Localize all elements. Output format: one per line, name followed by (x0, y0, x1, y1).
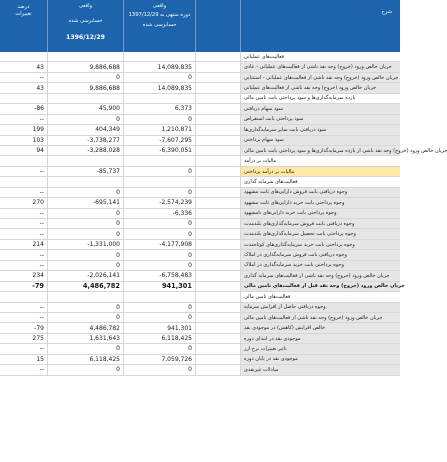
cell-prior: 0 (48, 209, 124, 218)
cell-description: وجوه دریافتی بابت فروش دارایی‌های ثابت مشهود (241, 188, 400, 197)
table-row[interactable] (0, 146, 447, 156)
cell-spacer (196, 250, 241, 259)
cell-prior: 9,886,688 (48, 62, 124, 71)
cell-current: -6,390,051 (124, 146, 196, 155)
header-prior-column[interactable] (48, 0, 124, 52)
cell-change: -- (0, 115, 48, 124)
cell-change: -- (0, 209, 48, 218)
table-row[interactable] (0, 83, 400, 93)
header-current-label-2: دوره منتهی به 1397/12/29 (128, 12, 191, 18)
table-row[interactable] (0, 115, 400, 125)
header-change-label-1: درصد (17, 4, 30, 10)
table-row[interactable] (0, 261, 400, 271)
cell-description: خالص افزایش (کاهش) در موجودی نقد (241, 323, 400, 332)
table-row[interactable] (0, 323, 400, 333)
cell-spacer (196, 282, 241, 291)
header-spacer-column (196, 0, 241, 52)
cell-prior: 6,118,425 (48, 355, 124, 364)
cell-description: سود سهام پرداختی (241, 136, 400, 145)
table-row[interactable] (0, 303, 400, 313)
cell-change: -- (0, 303, 48, 312)
table-header (0, 0, 400, 52)
table-row[interactable] (0, 156, 400, 166)
cell-prior (48, 52, 124, 61)
cell-prior: 0 (48, 344, 124, 353)
table-row[interactable] (0, 62, 400, 72)
cell-description: جریان خالص ورود (خروج) وجه نقد ناشی از بازده سرمایه‌گذاری‌ها و سود پرداختی بابت تامین مالی (241, 146, 400, 155)
cell-prior (48, 177, 124, 186)
cell-description: وجوه پرداختی بابت خرید سرمایه‌گذاری در املاک (241, 261, 400, 270)
cell-current (124, 156, 196, 165)
cell-prior: 0 (48, 229, 124, 238)
cell-current: 941,301 (124, 323, 196, 332)
cell-current: -2,574,239 (124, 198, 196, 207)
cell-current: 941,301 (124, 282, 196, 291)
cell-current: 0 (124, 188, 196, 197)
cell-current: 0 (124, 73, 196, 82)
cell-spacer (196, 334, 241, 343)
cell-current: 0 (124, 261, 196, 270)
table-row[interactable] (0, 198, 400, 208)
cell-description: فعالیت‌های عملیاتی (241, 52, 400, 61)
cell-prior: 0 (48, 303, 124, 312)
cell-change: 94 (0, 146, 48, 155)
cell-prior: -1,331,000 (48, 240, 124, 249)
cell-change: -- (0, 365, 48, 374)
header-prior-label-1: واقعی (78, 3, 93, 9)
cell-current: 0 (124, 167, 196, 176)
table-row[interactable] (0, 240, 400, 250)
cell-spacer (196, 292, 241, 301)
header-current-label-3: حسابرسی شده (142, 22, 177, 28)
cell-change: -- (0, 250, 48, 259)
cell-current: 0 (124, 365, 196, 374)
cell-change: -- (0, 219, 48, 228)
table-row[interactable] (0, 282, 405, 292)
cell-prior: -3,738,277 (48, 136, 124, 145)
cell-change: -- (0, 313, 48, 322)
cell-spacer (196, 313, 241, 322)
cell-spacer (196, 261, 241, 270)
cell-description: جریان خالص ورود (خروج) وجه نقد ناشی از فعالیت‌های عملیاتی - عادی (241, 62, 400, 71)
cell-prior: 404,349 (48, 125, 124, 134)
cell-spacer (196, 240, 241, 249)
cell-change: 103 (0, 136, 48, 145)
cell-current: -6,336 (124, 209, 196, 218)
cell-current (124, 52, 196, 61)
cell-description: جریان خالص ورود (خروج) وجه نقد ناشی از فعالیت‌های تامین مالی (241, 313, 400, 322)
cell-prior: -3,288,028 (48, 146, 124, 155)
cell-description: وجوه پرداختی بابت خرید دارایی‌های ثابت مشهود (241, 198, 400, 207)
table-row[interactable] (0, 177, 400, 187)
table-row[interactable] (0, 73, 400, 83)
cell-spacer (196, 219, 241, 228)
cell-prior: 0 (48, 188, 124, 197)
cell-spacer (196, 62, 241, 71)
cell-change: -- (0, 73, 48, 82)
table-row[interactable] (0, 250, 400, 260)
header-prior-date: 1396/12/29 (66, 34, 105, 41)
cell-spacer (196, 188, 241, 197)
cell-description: سود پرداختی بابت استقراض (241, 115, 400, 124)
cell-change: -86 (0, 104, 48, 113)
cell-change (0, 177, 48, 186)
cell-change: 15 (0, 355, 48, 364)
cell-current: 0 (124, 313, 196, 322)
table-row[interactable] (0, 229, 400, 239)
cell-description: جریان خالص ورود (خروج) وجه نقد ناشی از فعالیت‌های سرمایه گذاری (241, 271, 400, 280)
cell-prior (48, 292, 124, 301)
table-row[interactable] (0, 209, 400, 219)
cell-change: 199 (0, 125, 48, 134)
header-current-column[interactable] (124, 0, 196, 52)
cell-change: 270 (0, 198, 48, 207)
cell-prior: 0 (48, 219, 124, 228)
table-row[interactable] (0, 344, 400, 354)
cell-description: فعالیت‌های تامین مالی (241, 292, 400, 301)
cell-change: 214 (0, 240, 48, 249)
cell-current: 0 (124, 115, 196, 124)
cell-change (0, 52, 48, 61)
cell-current: -7,607,295 (124, 136, 196, 145)
cell-description: مالیات بر درآمد (241, 156, 400, 165)
table-row[interactable] (0, 334, 400, 344)
cell-description: جریان خالص ورود (خروج) وجه نقد قبل از فعالیت‌های تامین مالی (241, 282, 400, 291)
cell-description: وجوه دریافتی بابت فروش سرمایه‌گذاری‌های بلندمدت (241, 219, 400, 228)
header-description-label: شرح (381, 9, 392, 15)
header-description-column[interactable] (241, 0, 400, 52)
header-change-column[interactable] (0, 0, 48, 52)
cell-current: 0 (124, 219, 196, 228)
cell-spacer (196, 104, 241, 113)
cell-spacer (196, 323, 241, 332)
cell-spacer (196, 146, 241, 155)
table-row[interactable] (0, 94, 400, 104)
table-row[interactable] (0, 313, 400, 323)
table-row[interactable] (0, 167, 400, 177)
cell-spacer (196, 115, 241, 124)
cell-description: جریان خالص ورود (خروج) وجه نقد ناشی از فعالیت‌های عملیاتی - استثنایی (241, 73, 400, 82)
table-row[interactable] (0, 125, 400, 135)
cell-description: وجوه پرداختی بابت تحصیل سرمایه‌گذاری‌های بلندمدت (241, 229, 400, 238)
table-row[interactable] (0, 219, 400, 229)
cell-change (0, 94, 48, 103)
cell-current (124, 94, 196, 103)
cell-prior: -695,141 (48, 198, 124, 207)
cell-current: -4,177,908 (124, 240, 196, 249)
cell-description: سود سهام دریافتی (241, 104, 400, 113)
table-row[interactable] (0, 188, 400, 198)
cell-current: 7,059,726 (124, 355, 196, 364)
cell-spacer (196, 73, 241, 82)
cell-current: 0 (124, 344, 196, 353)
cell-change: -79 (0, 282, 48, 291)
header-prior-label-2: حسابرسی شده (68, 18, 103, 24)
cell-spacer (196, 271, 241, 280)
table-row[interactable] (0, 292, 400, 302)
cell-prior: 0 (48, 261, 124, 270)
cell-prior (48, 94, 124, 103)
table-row[interactable] (0, 104, 400, 114)
cell-prior: 1,631,643 (48, 334, 124, 343)
cell-spacer (196, 229, 241, 238)
cell-description: جریان خالص ورود (خروج) وجه نقد ناشی از فعالیت‌های عملیاتی (241, 83, 400, 92)
cell-current: 0 (124, 250, 196, 259)
cell-change: 275 (0, 334, 48, 343)
cell-description: تاثیر تغییرات نرخ ارز (241, 344, 400, 353)
cell-spacer (196, 303, 241, 312)
cell-prior: 0 (48, 73, 124, 82)
cell-description: وجوه دریافتی بابت فروش سرمایه‌گذاری در املاک (241, 250, 400, 259)
cell-spacer (196, 156, 241, 165)
cell-prior: -2,026,141 (48, 271, 124, 280)
cell-prior: 0 (48, 250, 124, 259)
cell-description: بازده سرمایه‌گذاری‌ها و سود پرداختی بابت تامین مالی (241, 94, 400, 103)
cell-current (124, 177, 196, 186)
cell-change: 43 (0, 62, 48, 71)
cell-spacer (196, 177, 241, 186)
cell-change (0, 156, 48, 165)
cell-prior: 9,886,688 (48, 83, 124, 92)
cell-prior: 4,486,782 (48, 323, 124, 332)
cell-description: موجودی نقد در ابتدای دوره (241, 334, 400, 343)
cell-spacer (196, 94, 241, 103)
cell-spacer (196, 167, 241, 176)
cell-description: وجوه دریافتی حاصل از افزایش سرمایه (241, 303, 400, 312)
table-row[interactable] (0, 355, 400, 365)
cell-description: فعالیت‌های سرمایه گذاری (241, 177, 400, 186)
table-row[interactable] (0, 271, 400, 281)
cell-change (0, 292, 48, 301)
cell-change: -- (0, 188, 48, 197)
cell-current: 14,089,835 (124, 62, 196, 71)
cell-spacer (196, 83, 241, 92)
cell-current: 14,089,835 (124, 83, 196, 92)
header-current-label-1: واقعی (152, 3, 167, 9)
table-row[interactable] (0, 365, 400, 375)
cell-description: سود دریافتی بابت سایر سرمایه‌گذاری‌ها (241, 125, 400, 134)
cell-prior: -85,737 (48, 167, 124, 176)
header-change-label-2: تغییرات (15, 11, 32, 17)
cell-prior: 0 (48, 115, 124, 124)
cell-description: وجوه پرداختی بابت خرید سرمایه‌گذاری‌های کوتاه‌مدت (241, 240, 400, 249)
cell-spacer (196, 52, 241, 61)
cell-description: مالیات بر درآمد پرداختی (241, 167, 400, 176)
cell-current (124, 292, 196, 301)
cell-spacer (196, 198, 241, 207)
cell-current: 0 (124, 303, 196, 312)
cell-change: -- (0, 229, 48, 238)
cell-spacer (196, 125, 241, 134)
cell-prior: 0 (48, 365, 124, 374)
table-row[interactable] (0, 136, 400, 146)
cell-current: 0 (124, 229, 196, 238)
table-row[interactable] (0, 52, 400, 62)
table-body (0, 52, 447, 376)
cell-spacer (196, 136, 241, 145)
cell-prior: 0 (48, 313, 124, 322)
cell-current: 6,118,425 (124, 334, 196, 343)
cell-spacer (196, 355, 241, 364)
cell-prior: 4,486,782 (48, 282, 124, 291)
cell-current: 6,373 (124, 104, 196, 113)
cell-spacer (196, 365, 241, 374)
cell-spacer (196, 344, 241, 353)
cell-current: -6,758,483 (124, 271, 196, 280)
cell-prior: 45,900 (48, 104, 124, 113)
cell-description: مبادلات غیرنقدی (241, 365, 400, 374)
cell-change: -79 (0, 323, 48, 332)
cell-change: -- (0, 261, 48, 270)
cell-description: موجودی نقد در پایان دوره (241, 355, 400, 364)
cell-change: 43 (0, 83, 48, 92)
cell-description: وجوه پرداختی بابت خرید دارایی‌های نامشهود (241, 209, 400, 218)
cell-change: -- (0, 167, 48, 176)
cell-prior (48, 156, 124, 165)
cell-spacer (196, 209, 241, 218)
cell-change: 234 (0, 271, 48, 280)
cell-current: 1,210,871 (124, 125, 196, 134)
cell-change: -- (0, 344, 48, 353)
